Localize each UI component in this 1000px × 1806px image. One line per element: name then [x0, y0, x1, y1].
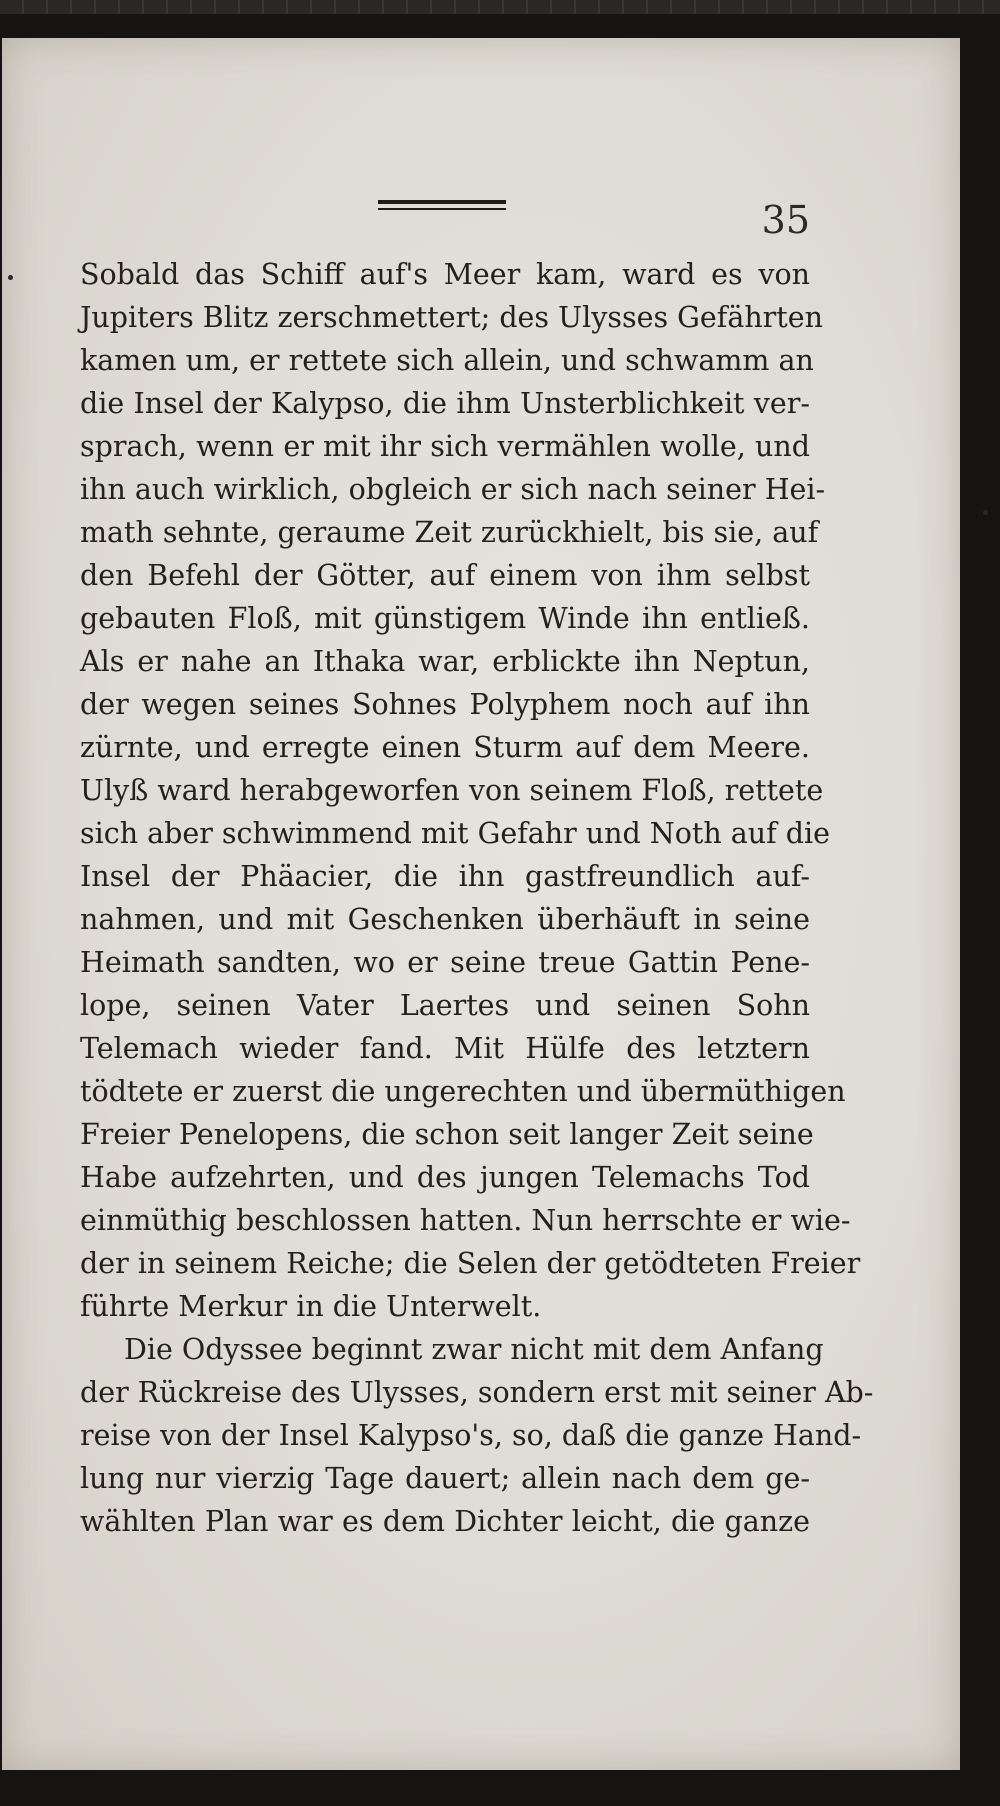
header-double-rule — [378, 200, 506, 212]
text-line: der Rückreise des Ulysses, sondern erst mit seiner Ab- — [80, 1376, 874, 1409]
page-number: 35 — [761, 198, 810, 242]
scan-speck — [8, 275, 13, 280]
text-line: Sobald das Schiff auf's Meer kam, ward es von — [80, 258, 810, 291]
text-line: einmüthig beschlossen hatten. Nun herrschte er wie- — [80, 1204, 851, 1237]
text-line: lung nur vierzig Tage dauert; allein nach dem ge- — [80, 1462, 810, 1495]
text-line: gebauten Floß, mit günstigem Winde ihn entließ. — [80, 602, 810, 635]
text-line: ihn auch wirklich, obgleich er sich nach seiner Hei- — [80, 473, 826, 506]
text-line: tödtete er zuerst die ungerechten und übermüthigen — [80, 1075, 846, 1108]
text-line: der in seinem Reiche; die Selen der getödteten Freier — [80, 1247, 861, 1280]
text-line: lope, seinen Vater Laertes und seinen Sohn — [80, 989, 810, 1022]
text-line: kamen um, er rettete sich allein, und schwamm an — [80, 344, 814, 377]
text-line: wählten Plan war es dem Dichter leicht, die ganze — [80, 1505, 810, 1538]
book-edge-strip — [0, 0, 1000, 14]
text-line: math sehnte, geraume Zeit zurückhielt, bis sie, auf — [80, 516, 819, 549]
text-line: der wegen seines Sohnes Polyphem noch auf ihn — [80, 688, 810, 721]
text-line: Ulyß ward herabgeworfen von seinem Floß, rettete — [80, 774, 824, 807]
text-line: Die Odyssee beginnt zwar nicht mit dem Anfang — [124, 1333, 824, 1366]
text-line: Jupiters Blitz zerschmettert; des Ulysses Gefährten — [80, 301, 823, 334]
text-line: nahmen, und mit Geschenken überhäuft in seine — [80, 903, 810, 936]
text-line: Telemach wieder fand. Mit Hülfe des letztern — [80, 1032, 810, 1065]
text-line: reise von der Insel Kalypso's, so, daß die ganze Hand- — [80, 1419, 862, 1452]
text-line: Habe aufzehrten, und des jungen Telemachs Tod — [80, 1161, 810, 1194]
text-line: Heimath sandten, wo er seine treue Gattin Pene- — [80, 946, 810, 979]
body-text — [80, 253, 874, 1543]
text-line: führte Merkur in die Unterwelt. — [80, 1290, 542, 1323]
text-line: den Befehl der Götter, auf einem von ihm selbst — [80, 559, 810, 592]
text-line: Freier Penelopens, die schon seit langer Zeit seine — [80, 1118, 814, 1151]
text-line: zürnte, und erregte einen Sturm auf dem Meere. — [80, 731, 810, 764]
text-line: Insel der Phäacier, die ihn gastfreundlich auf- — [80, 860, 810, 893]
scan-speck — [983, 510, 988, 515]
text-line: sich aber schwimmend mit Gefahr und Noth auf die — [80, 817, 830, 850]
text-line: die Insel der Kalypso, die ihm Unsterblichkeit ver- — [80, 387, 810, 420]
text-line: sprach, wenn er mit ihr sich vermählen wolle, und — [80, 430, 810, 463]
text-line: Als er nahe an Ithaka war, erblickte ihn Neptun, — [80, 645, 810, 678]
